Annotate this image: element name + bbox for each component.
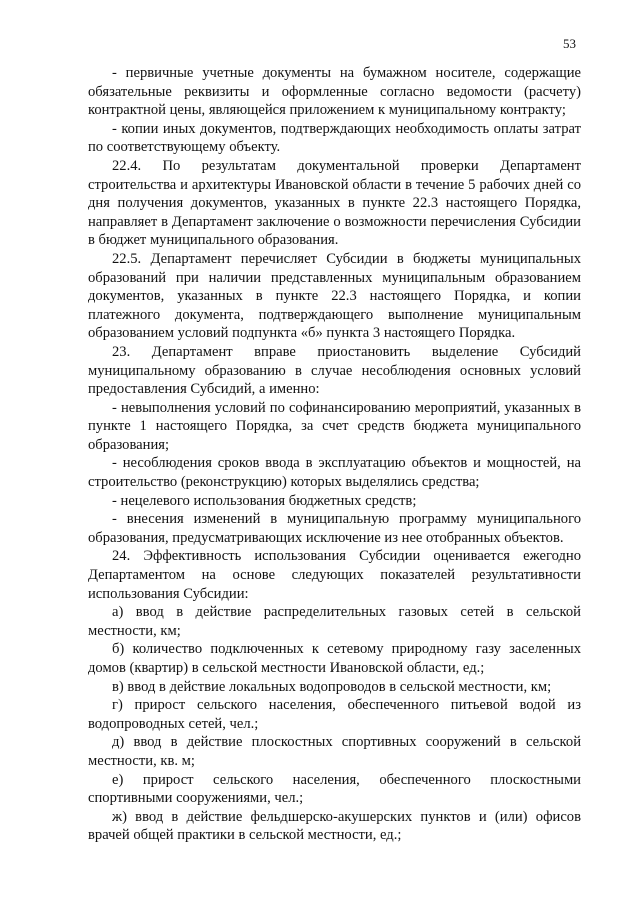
- paragraph: а) ввод в действие распределительных газовых сетей в сельской местности, км;: [88, 604, 581, 639]
- paragraph: - копии иных документов, подтверждающих необходимость оплаты затрат по соответствующему объекту.: [88, 120, 581, 156]
- paragraph: - нецелевого использования бюджетных средств;: [112, 492, 417, 509]
- document-body: [88, 64, 581, 845]
- paragraph: е) прирост сельского населения, обеспеченного плоскостными спортивными сооружениями, чел.;: [88, 771, 581, 807]
- paragraph: 23. Департамент вправе приостановить выделение Субсидий муниципальному образованию в случае несоблюдения основных условий предоставления Субсидий, а именно:: [88, 343, 581, 398]
- paragraph: г) прирост сельского населения, обеспеченного питьевой водой из водопроводных сетей, чел.;: [88, 697, 581, 732]
- paragraph: б) количество подключенных к сетевому природному газу заселенных домов (квартир) в сельской местности Ивановской области, ед.;: [88, 641, 581, 676]
- paragraph: - невыполнения условий по софинансированию мероприятий, указанных в пункте 1 настоящего Порядка, за счет средств бюджета муниципального образования;: [88, 399, 581, 453]
- page-number: 53: [563, 36, 576, 51]
- paragraph: ж) ввод в действие фельдшерско-акушерских пунктов и (или) офисов врачей общей практики в сельской местности, ед.;: [88, 808, 581, 844]
- paragraph: в) ввод в действие локальных водопроводов в сельской местности, км;: [112, 678, 552, 695]
- paragraph: 22.5. Департамент перечисляет Субсидии в бюджеты муниципальных образований при наличии представленных муниципальным образованием документов, указанных в пункте 22.3 настоящего Порядка, и копии платежного документа, подтверждающего выполнение муниципальным образованием условий подпункта «б» пункта 3 настоящего Порядка.: [88, 250, 581, 342]
- paragraph: - внесения изменений в муниципальную программу муниципального образования, предусматривающих исключение из нее отобранных объектов.: [88, 511, 581, 546]
- paragraph: 24. Эффективность использования Субсидии оценивается ежегодно Департаментом на основе следующих показателей результативности использования Субсидии:: [88, 548, 581, 602]
- paragraph: д) ввод в действие плоскостных спортивных сооружений в сельской местности, кв. м;: [88, 734, 581, 769]
- paragraph: - первичные учетные документы на бумажном носителе, содержащие обязательные реквизиты и оформленные согласно ведомости (расчету) контрактной цены, являющейся приложением к муниципальному контракту;: [88, 65, 581, 119]
- paragraph: 22.4. По результатам документальной проверки Департамент строительства и архитектуры Ивановской области в течение 5 рабочих дней со дня получения документов, указанных в пункте 22.3 настоящего Порядка, направляет в Департамент заключение о возможности перечисления Субсидии в бюджет муниципального образования.: [88, 157, 581, 249]
- paragraph: - несоблюдения сроков ввода в эксплуатацию объектов и мощностей, на строительство (реконструкцию) которых выделялись средства;: [88, 455, 581, 491]
